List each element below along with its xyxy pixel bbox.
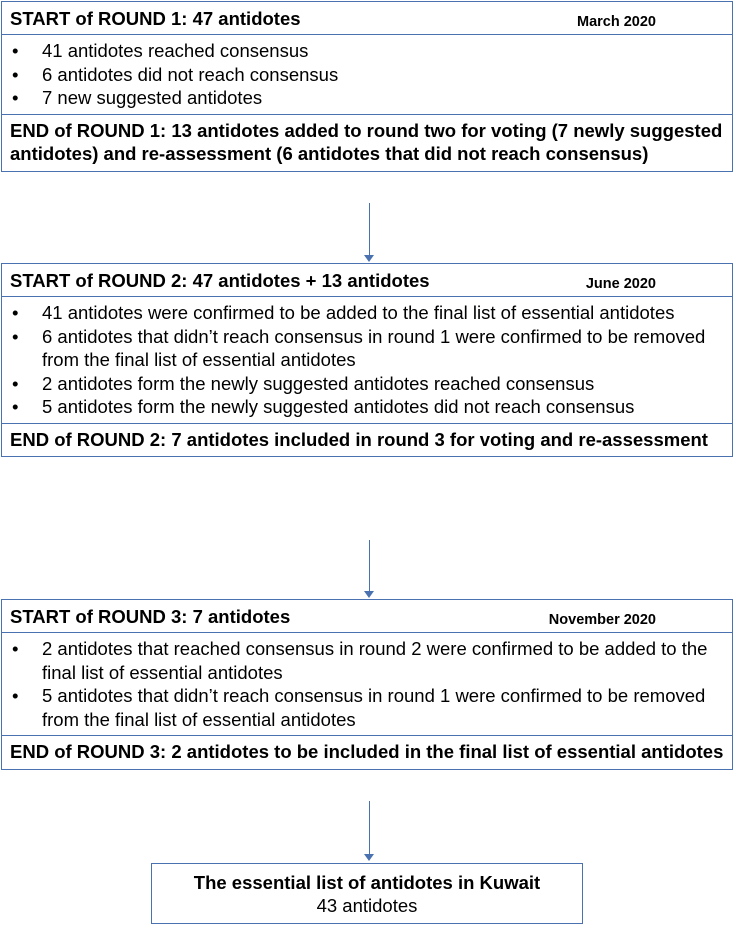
round1-bullet: • 41 antidotes reached consensus [10,39,724,63]
round2-end: END of ROUND 2: 7 antidotes included in round 3 for voting and re-assessment [2,423,732,457]
round3-bullet: • 2 antidotes that reached consensus in round 2 were confirmed to be added to the final list of essential antidotes [10,637,724,684]
round3-header [2,600,732,632]
round1-bullet: • 7 new suggested antidotes [10,86,724,110]
round2-bullets [2,297,732,423]
final-list-count: 43 antidotes [316,895,418,916]
round3-title: START of ROUND 3: 7 antidotes [10,606,291,627]
round1-date: March 2020 [577,14,656,30]
round1-bullet: • 6 antidotes did not reach consensus [10,63,724,87]
arrow-down-icon [363,540,375,598]
round2-bullet: • 5 antidotes form the newly suggested antidotes did not reach consensus [10,395,724,419]
round3-end: END of ROUND 3: 2 antidotes to be included in the final list of essential antidotes [2,735,732,769]
round3-box [1,599,733,770]
round3-bullets [2,633,732,735]
round1-bullets [2,35,732,114]
round1-box [1,1,733,172]
round2-bullet: • 6 antidotes that didn’t reach consensus in round 1 were confirmed to be removed from the final list of essential antidotes [10,325,724,372]
arrow-down-icon [363,801,375,861]
round2-header [2,264,732,296]
round2-bullet: • 41 antidotes were confirmed to be added to the final list of essential antidotes [10,301,724,325]
final-list-title: The essential list of antidotes in Kuwait [193,872,541,893]
round2-box [1,263,733,457]
round2-bullet: • 2 antidotes form the newly suggested antidotes reached consensus [10,372,724,396]
round1-header [2,2,732,34]
round2-date: June 2020 [585,276,656,292]
round1-title: START of ROUND 1: 47 antidotes [10,8,301,29]
final-list-box [151,863,583,924]
round3-date: November 2020 [548,612,656,628]
round1-end: END of ROUND 1: 13 antidotes added to round two for voting (7 newly suggested antidotes) and re-assessment (6 antidotes that did not reach consensus) [2,114,732,171]
round3-bullet: • 5 antidotes that didn’t reach consensus in round 1 were confirmed to be removed from the final list of essential antidotes [10,684,724,731]
round2-title: START of ROUND 2: 47 antidotes + 13 antidotes [10,270,430,291]
arrow-down-icon [363,203,375,262]
